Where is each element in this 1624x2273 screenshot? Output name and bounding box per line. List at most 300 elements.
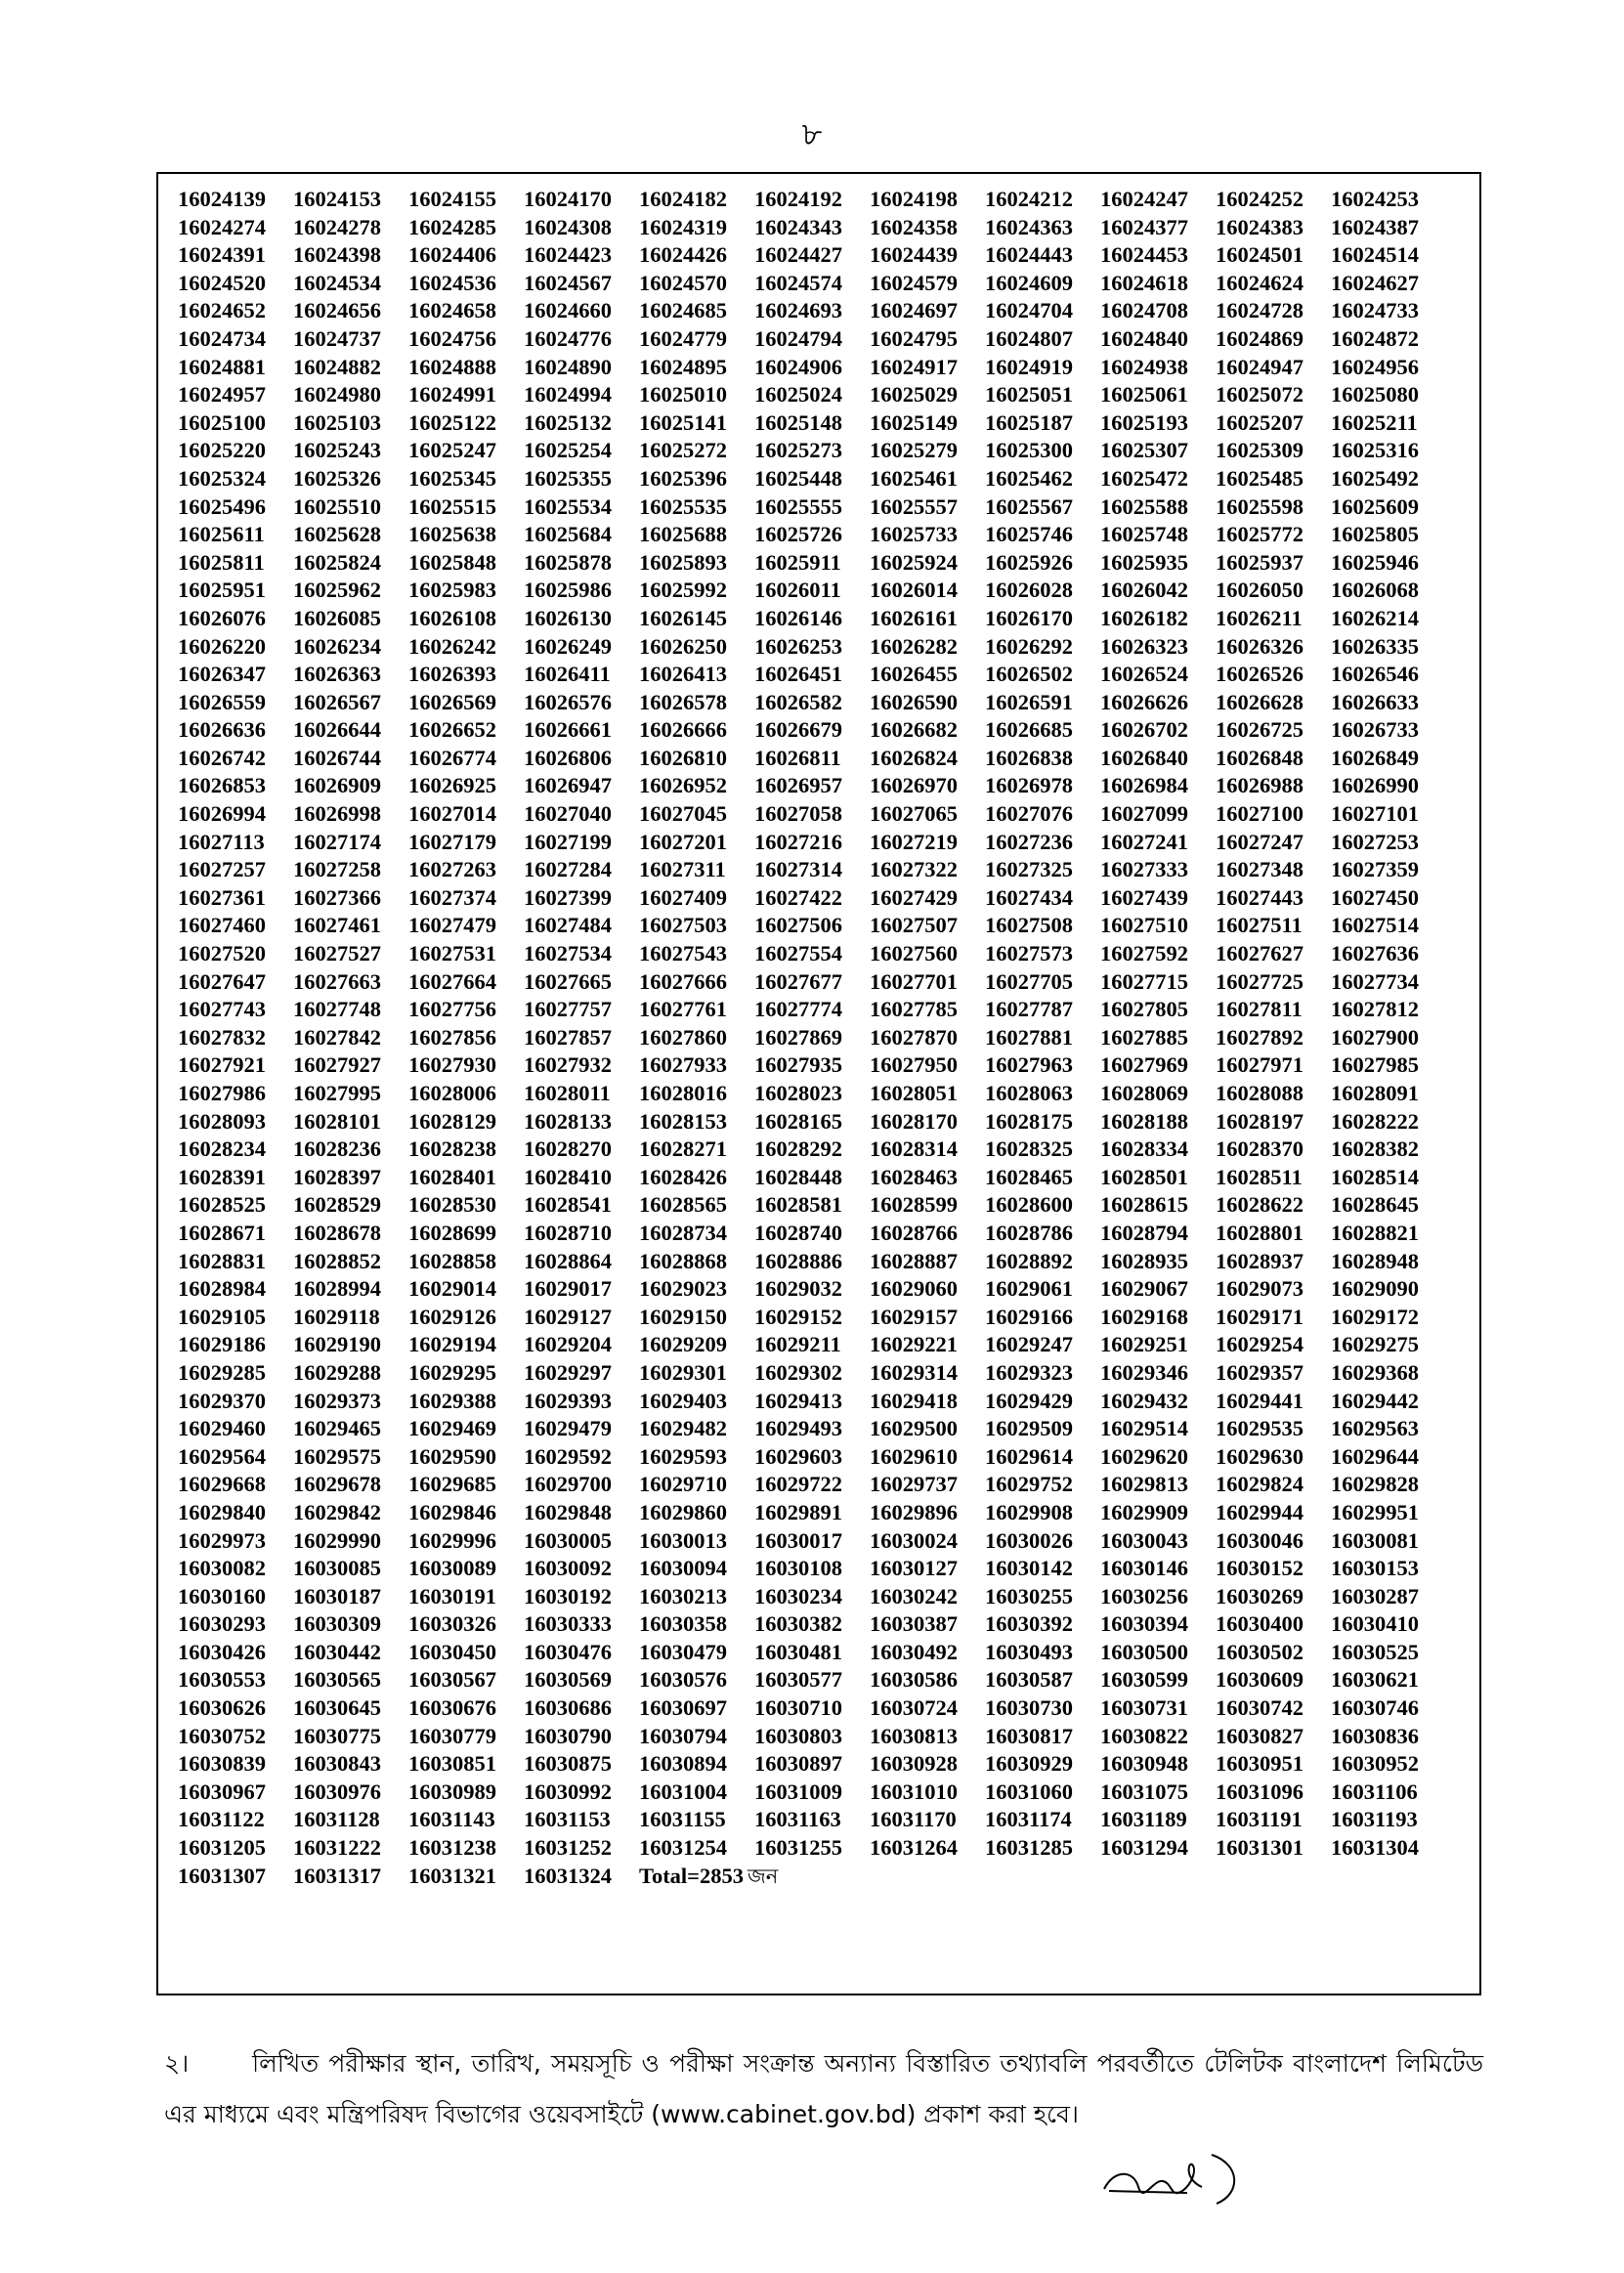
roll-row [178, 1136, 1468, 1164]
roll-number: 16029023 [639, 1276, 727, 1302]
roll-number: 16024274 [178, 214, 266, 239]
roll-number: 16027045 [639, 801, 727, 827]
roll-row [178, 1359, 1468, 1388]
roll-number: 16025448 [754, 465, 842, 491]
roll-row [178, 1527, 1468, 1556]
roll-number: 16025462 [985, 465, 1073, 491]
roll-number: 16029067 [1100, 1276, 1188, 1302]
roll-number: 16031255 [754, 1835, 842, 1861]
roll-row [178, 1750, 1468, 1779]
roll-number: 16030746 [1331, 1695, 1419, 1721]
roll-number: 16030794 [639, 1723, 727, 1748]
roll-number: 16028023 [754, 1081, 842, 1105]
roll-number: 16029297 [524, 1359, 612, 1385]
roll-number: 16025072 [1216, 382, 1303, 407]
roll-number: 16026838 [985, 745, 1073, 770]
roll-number: 16024956 [1331, 354, 1419, 379]
roll-number: 16024252 [1216, 187, 1303, 211]
roll-number: 16028093 [178, 1108, 266, 1134]
roll-row [178, 689, 1468, 717]
roll-number: 16025472 [1100, 465, 1188, 491]
roll-number: 16026666 [639, 717, 727, 743]
roll-number: 16024656 [293, 298, 381, 323]
roll-number: 16024453 [1100, 242, 1188, 268]
roll-number: 16030586 [870, 1667, 958, 1693]
roll-number: 16030256 [1100, 1583, 1188, 1608]
roll-number: 16024693 [754, 298, 842, 323]
roll-number: 16030626 [178, 1695, 266, 1721]
roll-number: 16028699 [408, 1220, 496, 1245]
roll-number: 16026633 [1331, 689, 1419, 714]
roll-number: 16028292 [754, 1136, 842, 1162]
roll-number: 16027257 [178, 857, 266, 882]
roll-number: 16029909 [1100, 1499, 1188, 1524]
roll-number: 16031153 [524, 1807, 611, 1832]
roll-number: 16030822 [1100, 1723, 1188, 1748]
roll-number: 16029090 [1331, 1276, 1419, 1302]
roll-number: 16026569 [408, 689, 496, 714]
roll-number: 16030492 [870, 1639, 958, 1664]
roll-number: 16025345 [408, 465, 496, 491]
roll-number: 16027705 [985, 968, 1073, 994]
roll-number: 16027100 [1216, 801, 1303, 827]
roll-number: 16030092 [524, 1556, 612, 1581]
roll-number: 16024794 [754, 325, 842, 351]
roll-number: 16026909 [293, 773, 381, 798]
roll-number: 16027787 [985, 997, 1073, 1022]
roll-number: 16027258 [293, 857, 381, 882]
roll-number: 16030326 [408, 1611, 496, 1637]
roll-number: 16024192 [754, 187, 842, 211]
roll-number: 16028391 [178, 1164, 266, 1189]
roll-number: 16027348 [1216, 857, 1303, 882]
roll-number: 16026234 [293, 633, 381, 659]
roll-number: 16027399 [524, 884, 612, 910]
roll-row [178, 465, 1468, 493]
roll-number: 16028892 [985, 1248, 1073, 1273]
roll-number: 16031222 [293, 1835, 381, 1861]
roll-number: 16030146 [1100, 1556, 1188, 1581]
roll-number: 16028063 [985, 1081, 1073, 1105]
page-number: ৮ [801, 115, 823, 152]
roll-number: 16026211 [1216, 605, 1303, 630]
roll-number: 16029150 [639, 1304, 727, 1329]
roll-row [178, 1694, 1468, 1723]
roll-number: 16031304 [1331, 1835, 1419, 1861]
roll-number: 16025324 [178, 465, 266, 491]
roll-number: 16028994 [293, 1276, 381, 1302]
roll-number: 16026108 [408, 605, 496, 630]
roll-number: 16026998 [293, 801, 381, 827]
roll-number: 16030686 [524, 1695, 612, 1721]
roll-number: 16024567 [524, 270, 612, 295]
roll-row [178, 829, 1468, 857]
roll-number: 16030005 [524, 1527, 612, 1553]
roll-number: 16027927 [293, 1052, 381, 1078]
roll-number: 16026742 [178, 745, 266, 770]
roll-number: 16031301 [1216, 1835, 1303, 1861]
roll-number: 16029614 [985, 1443, 1073, 1469]
roll-number: 16028937 [1216, 1248, 1303, 1273]
roll-number: 16026626 [1100, 689, 1188, 714]
roll-number: 16027971 [1216, 1052, 1303, 1078]
roll-number: 16025951 [178, 578, 266, 603]
roll-number: 16024343 [754, 214, 842, 239]
roll-row [178, 716, 1468, 745]
roll-number: 16030085 [293, 1556, 381, 1581]
roll-number: 16025207 [1216, 409, 1303, 435]
roll-number: 16030333 [524, 1611, 612, 1637]
roll-number: 16026363 [293, 662, 381, 687]
roll-number: 16028463 [870, 1164, 958, 1189]
roll-number: 16030731 [1100, 1695, 1188, 1721]
roll-number: 16026028 [985, 578, 1073, 603]
roll-number: 16029668 [178, 1472, 266, 1497]
roll-number: 16029168 [1100, 1304, 1188, 1329]
roll-number: 16026413 [639, 662, 727, 687]
roll-row [178, 1666, 1468, 1694]
roll-number: 16027743 [178, 997, 266, 1022]
roll-number: 16027241 [1100, 829, 1188, 854]
roll-number: 16027856 [408, 1024, 496, 1050]
roll-number: 16026853 [178, 773, 266, 798]
roll-number: 16026068 [1331, 578, 1419, 603]
roll-number: 16025992 [639, 578, 727, 603]
roll-number: 16029388 [408, 1388, 496, 1413]
roll-number: 16028426 [639, 1164, 727, 1189]
roll-number: 16028129 [408, 1108, 496, 1134]
roll-number: 16031324 [524, 1863, 612, 1888]
roll-row [178, 1779, 1468, 1807]
roll-number: 16027508 [985, 913, 1073, 938]
roll-number: 16030989 [408, 1779, 496, 1804]
roll-number: 16029951 [1331, 1499, 1419, 1524]
roll-number: 16029493 [754, 1416, 842, 1441]
roll-number: 16025496 [178, 493, 266, 519]
roll-number: 16024383 [1216, 214, 1303, 239]
roll-number: 16027503 [639, 913, 727, 938]
roll-number: 16029990 [293, 1527, 381, 1553]
roll-number: 16030851 [408, 1751, 496, 1777]
roll-number: 16026725 [1216, 717, 1303, 743]
roll-number: 16024391 [178, 242, 266, 268]
roll-number: 16029432 [1100, 1388, 1188, 1413]
roll-number: 16031075 [1100, 1779, 1188, 1804]
roll-row [178, 1806, 1468, 1834]
roll-number: 16027543 [639, 941, 727, 966]
roll-number: 16030897 [754, 1751, 842, 1777]
roll-number: 16024536 [408, 270, 496, 295]
roll-number: 16024574 [754, 270, 842, 295]
roll-number: 16031128 [293, 1807, 380, 1832]
roll-row [178, 856, 1468, 884]
roll-number: 16026526 [1216, 662, 1303, 687]
roll-number: 16026576 [524, 689, 612, 714]
roll-number: 16026146 [754, 605, 842, 630]
roll-number: 16024917 [870, 354, 958, 379]
roll-number: 16030742 [1216, 1695, 1303, 1721]
roll-number: 16024155 [408, 187, 496, 211]
roll-number: 16030043 [1100, 1527, 1188, 1553]
roll-number: 16024278 [293, 214, 381, 239]
roll-number: 16027263 [408, 857, 496, 882]
notice-paragraph [164, 2038, 1483, 2140]
roll-number: 16026347 [178, 662, 266, 687]
roll-number: 16028465 [985, 1164, 1073, 1189]
roll-number: 16024308 [524, 214, 612, 239]
roll-number: 16028864 [524, 1248, 612, 1273]
roll-number: 16027748 [293, 997, 381, 1022]
roll-number: 16027666 [639, 968, 727, 994]
roll-number: 16030576 [639, 1667, 727, 1693]
roll-number: 16029752 [985, 1472, 1073, 1497]
roll-number: 16026925 [408, 773, 496, 798]
roll-number: 16028091 [1331, 1081, 1419, 1105]
roll-row [178, 1388, 1468, 1416]
roll-number: 16024624 [1216, 270, 1303, 295]
roll-number: 16027333 [1100, 857, 1188, 882]
roll-number: 16025132 [524, 409, 612, 435]
roll-number: 16024895 [639, 354, 727, 379]
roll-row [178, 884, 1468, 913]
roll-number: 16031122 [178, 1807, 265, 1832]
roll-number: 16026774 [408, 745, 496, 770]
roll-number: 16031193 [1331, 1807, 1418, 1832]
roll-number: 16024938 [1100, 354, 1188, 379]
roll-number: 16025300 [985, 438, 1073, 463]
roll-row [178, 577, 1468, 605]
roll-row [178, 381, 1468, 409]
roll-number: 16029824 [1216, 1472, 1303, 1497]
roll-number: 16025772 [1216, 522, 1303, 547]
roll-number: 16029593 [639, 1443, 727, 1469]
roll-number: 16028382 [1331, 1136, 1419, 1162]
roll-number: 16025937 [1216, 549, 1303, 575]
roll-number: 16024579 [870, 270, 958, 295]
roll-number-rows [178, 186, 1468, 1890]
roll-row-last [178, 1863, 1468, 1891]
roll-number: 16028271 [639, 1136, 727, 1162]
roll-number: 16026170 [985, 605, 1073, 630]
roll-number: 16027374 [408, 884, 496, 910]
roll-number: 16027725 [1216, 968, 1303, 994]
roll-number: 16029295 [408, 1359, 496, 1385]
roll-number: 16030089 [408, 1556, 496, 1581]
roll-row [178, 549, 1468, 578]
roll-number: 16030160 [178, 1583, 266, 1608]
roll-row [178, 1024, 1468, 1052]
roll-number: 16029370 [178, 1388, 266, 1413]
roll-number: 16025510 [293, 493, 381, 519]
roll-number: 16027870 [870, 1024, 958, 1050]
roll-number: 16025279 [870, 438, 958, 463]
roll-number: 16030400 [1216, 1611, 1303, 1637]
roll-number: 16029563 [1331, 1416, 1419, 1441]
roll-number: 16027359 [1331, 857, 1419, 882]
roll-number: 16026546 [1331, 662, 1419, 687]
roll-number: 16028006 [408, 1081, 496, 1105]
roll-number: 16029105 [178, 1304, 266, 1329]
roll-number: 16026994 [178, 801, 266, 827]
roll-number: 16030392 [985, 1611, 1073, 1637]
roll-number: 16027284 [524, 857, 612, 882]
roll-number: 16026455 [870, 662, 958, 687]
roll-number: 16025824 [293, 549, 381, 575]
roll-number: 16027484 [524, 913, 612, 938]
roll-number: 16025211 [1331, 409, 1418, 435]
roll-number: 16030928 [870, 1751, 958, 1777]
roll-number: 16025598 [1216, 493, 1303, 519]
roll-row [178, 1191, 1468, 1220]
roll-number: 16030952 [1331, 1751, 1419, 1777]
roll-number: 16030410 [1331, 1611, 1419, 1637]
roll-number: 16029896 [870, 1499, 958, 1524]
roll-number: 16030569 [524, 1667, 612, 1693]
roll-number: 16029848 [524, 1499, 612, 1524]
roll-number: 16027174 [293, 829, 381, 854]
roll-row [178, 1639, 1468, 1667]
roll-number: 16029592 [524, 1443, 612, 1469]
roll-number: 16024872 [1331, 325, 1419, 351]
roll-number: 16027785 [870, 997, 958, 1022]
roll-number: 16029442 [1331, 1388, 1419, 1413]
roll-number: 16030752 [178, 1723, 266, 1748]
roll-number: 16029166 [985, 1304, 1073, 1329]
roll-number: 16026984 [1100, 773, 1188, 798]
total-unit: জন [748, 1864, 779, 1888]
roll-number: 16030426 [178, 1639, 266, 1664]
roll-number: 16029610 [870, 1443, 958, 1469]
roll-row [178, 661, 1468, 689]
roll-row [178, 1108, 1468, 1136]
roll-number: 16029247 [985, 1332, 1073, 1357]
roll-number: 16024198 [870, 187, 958, 211]
roll-number: 16030293 [178, 1611, 266, 1637]
roll-number: 16025029 [870, 382, 958, 407]
roll-number: 16026220 [178, 633, 266, 659]
roll-number: 16026661 [524, 717, 612, 743]
roll-number: 16024888 [408, 354, 496, 379]
roll-number: 16024994 [524, 382, 612, 407]
roll-number: 16031009 [754, 1779, 842, 1804]
roll-number: 16026733 [1331, 717, 1419, 743]
roll-row [178, 270, 1468, 298]
roll-number: 16027219 [870, 829, 958, 854]
roll-row [178, 186, 1468, 214]
roll-number: 16025187 [985, 409, 1073, 435]
roll-number: 16027900 [1331, 1024, 1419, 1050]
roll-number: 16027647 [178, 968, 266, 994]
roll-number: 16025247 [408, 438, 496, 463]
roll-number: 16025024 [754, 382, 842, 407]
roll-number: 16030951 [1216, 1751, 1303, 1777]
roll-number: 16026250 [639, 633, 727, 659]
roll-number: 16026849 [1331, 745, 1419, 770]
roll-number: 16024776 [524, 325, 612, 351]
notice-text: লিখিত পরীক্ষার স্থান, তারিখ, সময়সূচি ও পরীক্ষা সংক্রান্ত অন্যান্য বিস্তারিত তথ্যাবলি পরবর্তীতে টেলিটক বাংলাদেশ লিমিটেড এর মাধ্যমে এবং মন্ত্রিপরিষদ বিভাগের ওয়েবসাইটে (www.cabinet.gov.bd) প্রকাশ করা হবে। [164, 2049, 1483, 2128]
roll-number: 16026567 [293, 689, 381, 714]
roll-number: 16028501 [1100, 1164, 1188, 1189]
roll-number: 16026393 [408, 662, 496, 687]
roll-number: 16028238 [408, 1136, 496, 1162]
roll-number: 16027439 [1100, 884, 1188, 910]
roll-number: 16030153 [1331, 1556, 1419, 1581]
roll-number: 16028801 [1216, 1220, 1303, 1245]
roll-row [178, 1471, 1468, 1499]
roll-number: 16028514 [1331, 1164, 1419, 1189]
roll-number: 16027325 [985, 857, 1073, 882]
roll-number: 16028852 [293, 1248, 381, 1273]
roll-number: 16029190 [293, 1332, 381, 1357]
roll-number: 16026076 [178, 605, 266, 630]
roll-number: 16027366 [293, 884, 381, 910]
roll-number: 16025326 [293, 465, 381, 491]
roll-number: 16027664 [408, 968, 496, 994]
roll-number: 16025557 [870, 493, 958, 519]
roll-number: 16025684 [524, 522, 612, 547]
roll-number: 16025149 [870, 409, 958, 435]
roll-number: 16026014 [870, 578, 958, 603]
roll-number: 16029373 [293, 1388, 381, 1413]
roll-number: 16029973 [178, 1527, 266, 1553]
roll-number: 16024443 [985, 242, 1073, 268]
roll-number: 16026411 [524, 662, 611, 687]
roll-row [178, 354, 1468, 382]
roll-number: 16028410 [524, 1164, 612, 1189]
roll-number: 16029060 [870, 1276, 958, 1302]
roll-number: 16027665 [524, 968, 612, 994]
roll-number: 16026050 [1216, 578, 1303, 603]
roll-number: 16029314 [870, 1359, 958, 1385]
roll-number: 16024406 [408, 242, 496, 268]
roll-number: 16025273 [754, 438, 842, 463]
roll-number: 16028671 [178, 1220, 266, 1245]
roll-number: 16027409 [639, 884, 727, 910]
roll-number: 16025805 [1331, 522, 1419, 547]
roll-number: 16024570 [639, 270, 727, 295]
roll-row [178, 605, 1468, 633]
roll-number: 16025611 [178, 522, 265, 547]
roll-number: 16030929 [985, 1751, 1073, 1777]
roll-number: 16027236 [985, 829, 1073, 854]
roll-number: 16029944 [1216, 1499, 1303, 1524]
roll-number: 16026451 [754, 662, 842, 687]
roll-number: 16031191 [1216, 1807, 1303, 1832]
roll-number: 16024708 [1100, 298, 1188, 323]
roll-number: 16029413 [754, 1388, 842, 1413]
roll-number: 16026282 [870, 633, 958, 659]
roll-row [178, 1164, 1468, 1192]
roll-number: 16027058 [754, 801, 842, 827]
roll-number: 16027756 [408, 997, 496, 1022]
roll-number: 16030213 [639, 1583, 727, 1608]
roll-number: 16031321 [408, 1863, 496, 1888]
roll-number: 16025911 [754, 549, 841, 575]
roll-number: 16030894 [639, 1751, 727, 1777]
roll-row [178, 325, 1468, 354]
roll-number: 16027592 [1100, 941, 1188, 966]
roll-number: 16025100 [178, 409, 266, 435]
roll-number: 16025355 [524, 465, 612, 491]
roll-number: 16030142 [985, 1556, 1073, 1581]
roll-number: 16025926 [985, 549, 1073, 575]
roll-row [178, 1555, 1468, 1583]
roll-row [178, 800, 1468, 829]
roll-number: 16025307 [1100, 438, 1188, 463]
roll-number: 16029737 [870, 1472, 958, 1497]
roll-number: 16027531 [408, 941, 496, 966]
roll-number: 16028325 [985, 1136, 1073, 1162]
